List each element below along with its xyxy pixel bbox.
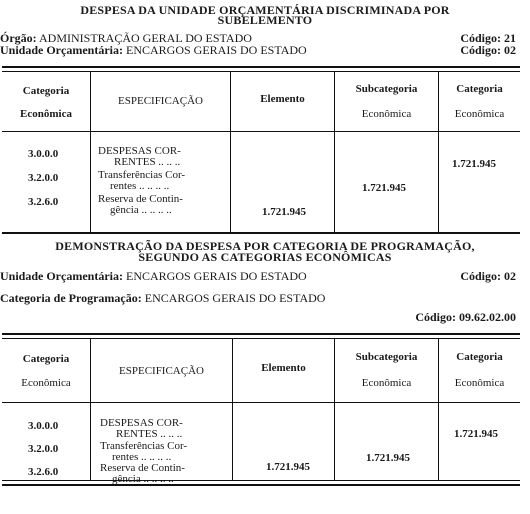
header-elemento: Elemento [260, 93, 305, 105]
table-row-categoria: 1.721.945 [454, 428, 498, 440]
table-row-subcategoria: 1.721.945 [366, 452, 410, 464]
table-row-spec: Reserva de Contin- gência .. .. .. .. [100, 462, 185, 485]
section1-title-line2: SUBELEMENTO [217, 13, 313, 27]
header-categoria-econ-l1: Categoria [456, 83, 503, 95]
header-categoria-l1: Categoria [22, 85, 70, 97]
table-row-spec: Transferências Cor- rentes .. .. .. .. [98, 169, 186, 192]
header-categoria-econ-l2: Econômica [454, 108, 505, 120]
table-row-elemento: 1.721.945 [266, 461, 310, 473]
header-categoria-l1: Categoria [22, 353, 70, 365]
table-row-subcategoria: 1.721.945 [362, 182, 406, 194]
table-row-categoria: 1.721.945 [452, 158, 496, 170]
orgao-label: Órgão: [0, 31, 37, 45]
table-row-code: 3.2.6.0 [28, 466, 59, 478]
table-row-spec: Reserva de Contin- gência .. .. .. .. [98, 193, 183, 216]
section2-title-line1: DEMONSTRAÇÃO DA DESPESA POR CATEGORIA DE PROGRAMAÇÃO, [55, 239, 475, 253]
unidade-codigo: Código: 02 [460, 43, 516, 57]
categoria-programacao-line: Categoria de Programação: ENCARGOS GERAIS DO ESTADO [0, 291, 326, 305]
header-elemento: Elemento [261, 362, 306, 374]
orgao-codigo: Código: 21 [460, 31, 516, 45]
header-categoria-l2: Econômica [21, 377, 71, 389]
section1-title-line1: DESPESA DA UNIDADE ORÇAMENTÁRIA DISCRIMINADA POR [80, 3, 450, 17]
unidade-value: ENCARGOS GERAIS DO ESTADO [125, 43, 307, 57]
header-subcategoria-l2: Econômica [361, 377, 412, 389]
table-row-code: 3.2.0.0 [28, 172, 59, 184]
header-categoria-econ-l2: Econômica [454, 377, 505, 389]
table-row-code: 3.0.0.0 [28, 148, 59, 160]
orgao-value: ADMINISTRAÇÃO GERAL DO ESTADO [39, 31, 252, 45]
header-subcategoria-l1: Subcategoria [355, 83, 418, 95]
header-categoria-econ-l1: Categoria [456, 351, 503, 363]
table-row-spec: DESPESAS COR- RENTES .. .. .. [100, 417, 183, 440]
table-row-code: 3.2.6.0 [28, 196, 59, 208]
table-row-spec: Transferências Cor- rentes .. .. .. .. [100, 440, 188, 463]
header-categoria-l2: Econômica [20, 108, 72, 120]
section2-title-line2: SEGUNDO AS CATEGORIAS ECONÔMICAS [138, 250, 392, 264]
table-row-code: 3.2.0.0 [28, 443, 59, 455]
unidade-label: Unidade Orçamentária: [0, 43, 123, 57]
unidade-line-1 [0, 44, 307, 57]
table-row-elemento: 1.721.945 [262, 206, 306, 218]
unidade-codigo-2: Código: 02 [460, 269, 516, 283]
header-subcategoria-l1: Subcategoria [355, 351, 418, 363]
table-row-spec: DESPESAS COR- RENTES .. .. .. [98, 145, 181, 168]
unidade-line-2: Unidade Orçamentária: ENCARGOS GERAIS DO ESTADO [0, 269, 307, 283]
header-especificacao: ESPECIFICAÇÃO [118, 95, 203, 107]
header-especificacao: ESPECIFICAÇÃO [119, 365, 204, 377]
table-row-code: 3.0.0.0 [28, 420, 59, 432]
categoria-programacao-codigo: Código: 09.62.02.00 [415, 310, 516, 324]
header-subcategoria-l2: Econômica [361, 108, 412, 120]
